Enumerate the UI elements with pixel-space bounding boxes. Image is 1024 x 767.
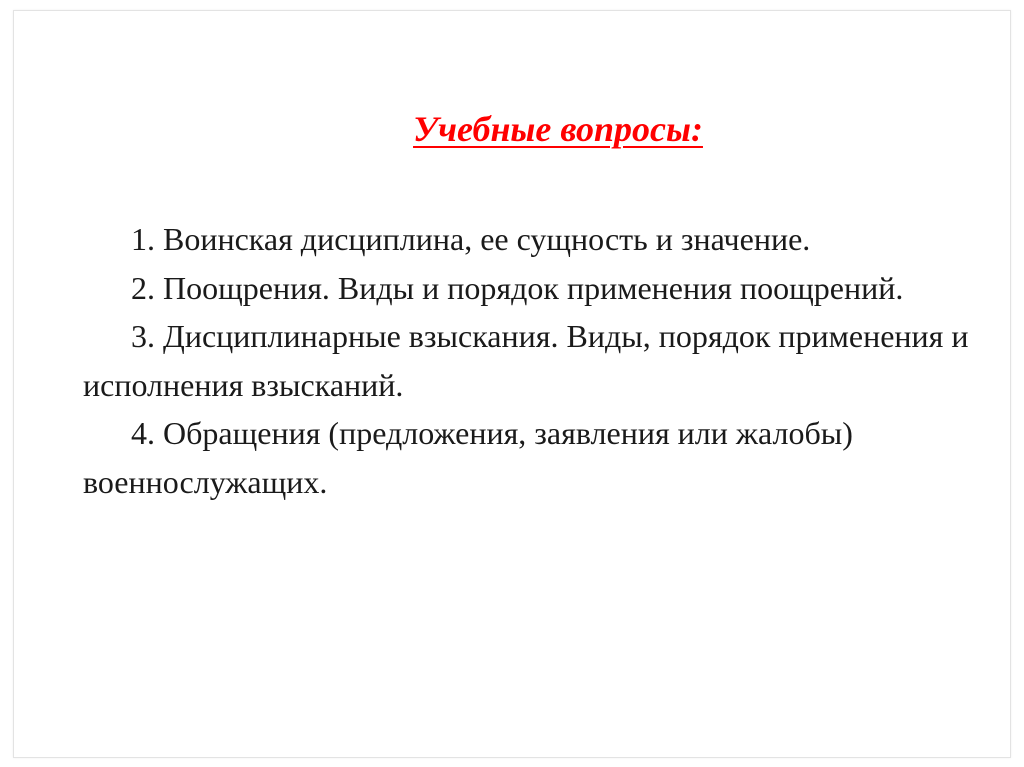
question-item-2: 2. Поощрения. Виды и порядок применения поощрений. [131, 269, 904, 306]
question-item-1: 1. Воинская дисциплина, ее сущность и значение. [131, 221, 811, 257]
slide-title: Учебные вопросы: [413, 109, 703, 149]
question-item-4: 4. Обращения (предложения, заявления или жалобы) военнослужащих. [83, 415, 853, 500]
slide [13, 10, 1011, 758]
question-item-3: 3. Дисциплинарные взыскания. Виды, порядок применения и исполнения взысканий. [83, 318, 969, 403]
questions-list [83, 215, 983, 507]
